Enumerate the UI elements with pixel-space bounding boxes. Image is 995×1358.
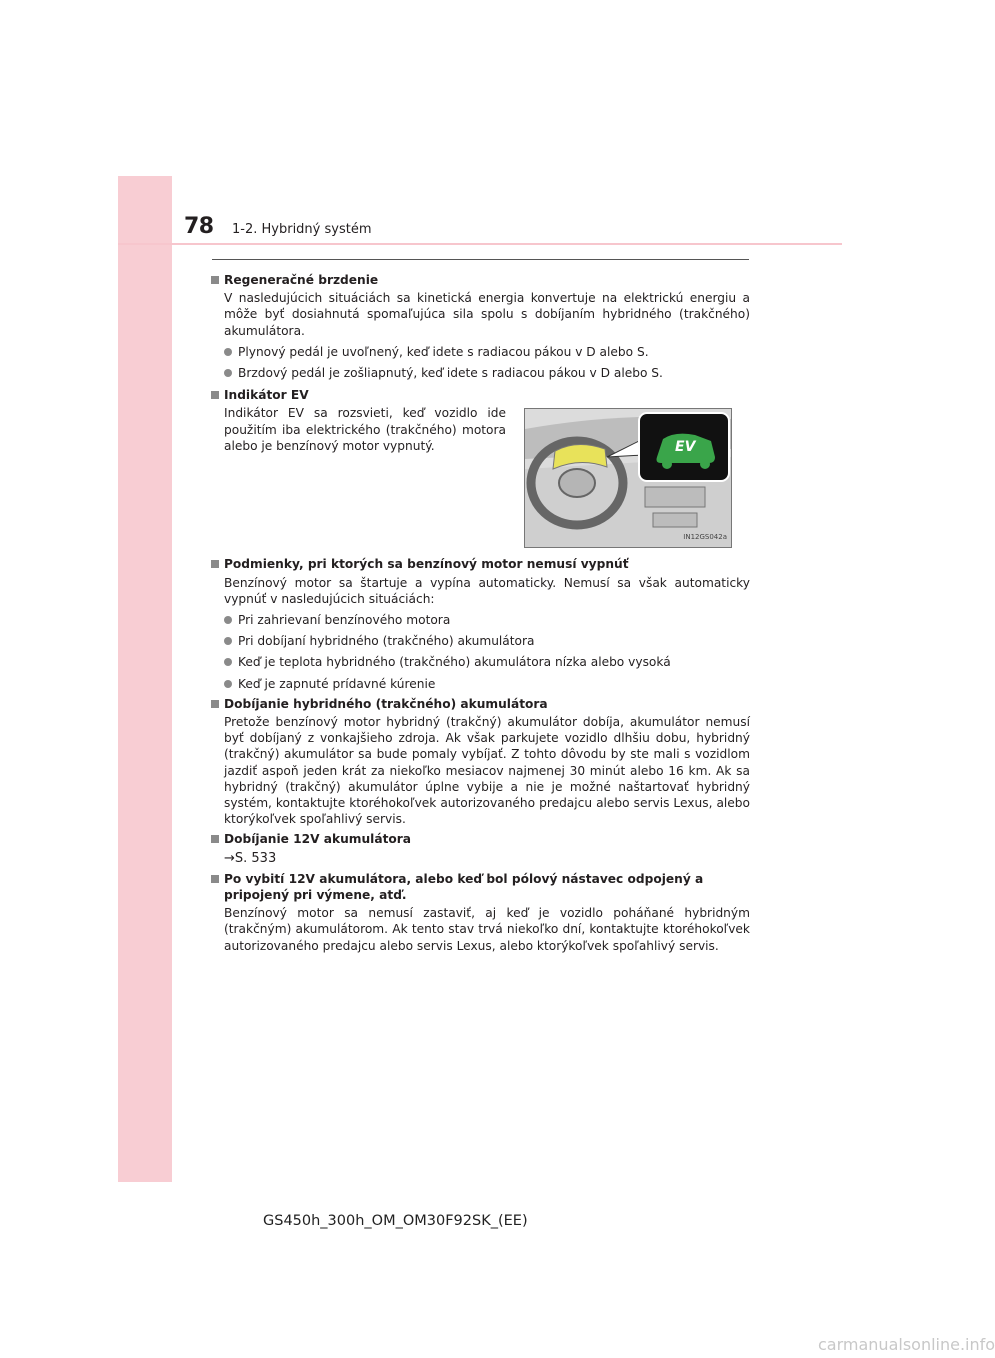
page-content: [210, 268, 750, 954]
heading-regenerative-braking: Regeneračné brzdenie: [210, 272, 750, 288]
bullet-item: Brzdový pedál je zošliapnutý, keď idete s radiacou pákou v D alebo S.: [210, 365, 750, 381]
heading-engine-conditions: Podmienky, pri ktorých sa benzínový motor nemusí vypnúť: [210, 556, 750, 572]
heading-hybrid-battery-charging: Dobíjanie hybridného (trakčného) akumulátora: [210, 696, 750, 712]
document-code: GS450h_300h_OM_OM30F92SK_(EE): [263, 1213, 528, 1229]
image-code: IN12GS042a: [683, 533, 727, 542]
header-divider: [118, 243, 842, 245]
paragraph: Benzínový motor sa štartuje a vypína automaticky. Nemusí sa však automaticky vypnúť v nasledujúcich situáciách:: [224, 575, 750, 606]
bullet-item: Keď je teplota hybridného (trakčného) akumulátora nízka alebo vysoká: [210, 654, 750, 670]
paragraph: Pretože benzínový motor hybridný (trakčný) akumulátor dobíja, akumulátor nemusí byť dobíjaný z vonkajšieho zdroja. Ak však parkujete vozidlo dlhšiu dobu, hybridný (trakčný) akumulátor sa bude pomaly vybíjať. Z tohto dôvodu by ste mali s vozidlom jazdiť aspoň jeden krát za niekoľko mesiacov najmenej 30 minút alebo 16 km. Ak sa hybridný (trakčný) akumulátor úplne vybije a nie je možné naštartovať hybridný systém, kontaktujte ktoréhokoľvek autorizovaného predajcu alebo servis Lexus, alebo ktorýkoľvek spoľahlivý servis.: [224, 715, 750, 827]
heading-ev-indicator: Indikátor EV: [210, 387, 750, 403]
content-rule: [212, 259, 749, 260]
dashboard-drawing: [525, 409, 731, 547]
ev-badge-text: EV: [675, 439, 696, 456]
paragraph: V nasledujúcich situáciách sa kinetická energia konvertuje na elektrickú energiu a môže byť dosiahnutá spomaľujúca sila spolu s dobíjaním hybridného (trakčného) akumulátora.: [224, 291, 750, 338]
bullet-item: Keď je zapnuté prídavné kúrenie: [210, 676, 750, 692]
ev-indicator-row: [210, 405, 750, 548]
page-side-band: [118, 176, 172, 1182]
paragraph: Benzínový motor sa nemusí zastaviť, aj keď je vozidlo poháňané hybridným (trakčným) akumulátorom. Ak tento stav trvá niekoľko dní, kontaktujte ktoréhokoľvek autorizovaného predajcu alebo servis Lexus, alebo ktorýkoľvek spoľahlivý servis.: [224, 906, 750, 953]
heading-12v-charging: Dobíjanie 12V akumulátora: [210, 831, 750, 847]
bullet-item: Pri zahrievaní benzínového motora: [210, 612, 750, 628]
bullet-item: Pri dobíjaní hybridného (trakčného) akumulátora: [210, 633, 750, 649]
page-reference-link[interactable]: →S. 533: [224, 850, 277, 866]
paragraph: Indikátor EV sa rozsvieti, keď vozidlo ide použitím iba elektrického (trakčného) motora alebo je benzínový motor vypnutý.: [224, 406, 506, 453]
watermark: carmanualsonline.info: [818, 1335, 995, 1354]
bullet-item: Plynový pedál je uvoľnený, keď idete s radiacou pákou v D alebo S.: [210, 344, 750, 360]
page-number: 78: [184, 214, 214, 239]
section-title: 1-2. Hybridný systém: [232, 222, 372, 237]
ev-indicator-illustration: [524, 408, 732, 548]
heading-after-12v-discharge: Po vybití 12V akumulátora, alebo keď bol pólový nástavec odpojený a pripojený pri výmene, atď.: [210, 871, 750, 903]
